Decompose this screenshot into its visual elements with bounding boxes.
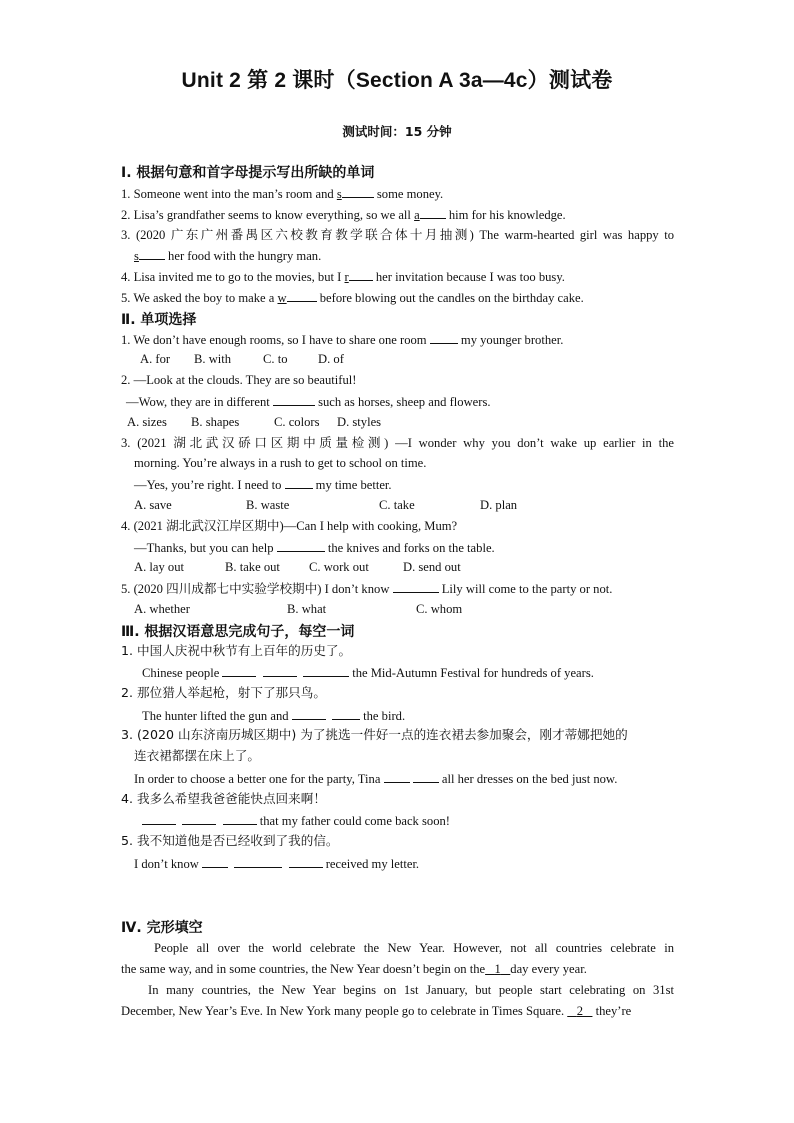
cloze-blank-2[interactable]: 2 xyxy=(576,1004,583,1018)
answer-blank[interactable] xyxy=(413,770,439,783)
option-d[interactable]: D. of xyxy=(318,352,344,366)
s3-question-4-chinese: 4. 我多么希望我爸爸能快点回来啊！ xyxy=(121,791,326,806)
answer-blank[interactable] xyxy=(142,812,176,825)
option-b[interactable]: B. with xyxy=(194,352,232,366)
s2-question-3-reply: —Yes, you’re right. I need to my time better. xyxy=(134,478,392,492)
s1-question-3: 3. (2020 广东广州番禺区六校教育教学联合体十月抽测) The warm-hearted girl was happy to xyxy=(121,228,674,242)
section-4-heading: Ⅳ. 完形填空 xyxy=(121,920,203,936)
option-d[interactable]: D. styles xyxy=(337,415,382,429)
option-b[interactable]: B. waste xyxy=(246,498,290,512)
answer-blank[interactable] xyxy=(182,812,216,825)
answer-blank[interactable] xyxy=(430,331,458,344)
answer-blank[interactable] xyxy=(393,580,439,593)
s3-question-1-chinese: 1. 中国人庆祝中秋节有上百年的历史了。 xyxy=(121,643,352,658)
option-a[interactable]: A. lay out xyxy=(134,560,185,574)
answer-blank[interactable] xyxy=(289,855,323,868)
answer-blank[interactable] xyxy=(277,539,325,552)
s2-question-4-reply: —Thanks, but you can help the knives and forks on the table. xyxy=(134,541,495,555)
s2-question-5: 5. (2020 四川成都七中实验学校期中) I don’t know Lily will come to the party or not. xyxy=(121,582,613,596)
answer-blank[interactable] xyxy=(287,289,317,302)
cloze-line-2: the same way, and in some countries, the New Year doesn’t begin on the 1 day every year. xyxy=(121,962,587,976)
answer-blank[interactable] xyxy=(285,476,313,489)
s2-q3-options xyxy=(134,497,517,513)
option-b[interactable]: B. take out xyxy=(225,560,280,574)
answer-blank[interactable] xyxy=(420,206,446,219)
section-1-heading: Ⅰ. 根据句意和首字母提示写出所缺的单词 xyxy=(121,165,375,181)
answer-blank[interactable] xyxy=(303,664,349,677)
cloze-line-1: People all over the world celebrate the New Year. However, not all countries celebrate in xyxy=(154,941,674,955)
option-c[interactable]: C. colors xyxy=(274,415,320,429)
s3-question-1: Chinese people the Mid-Autumn Festival for hundreds of years. xyxy=(142,666,594,680)
cloze-blank-1[interactable]: 1 xyxy=(494,962,501,976)
answer-blank[interactable] xyxy=(349,268,373,281)
option-a[interactable]: A. for xyxy=(140,352,171,366)
option-a[interactable]: A. save xyxy=(134,498,172,512)
s3-question-2: The hunter lifted the gun and the bird. xyxy=(142,709,406,723)
s3-question-3: In order to choose a better one for the party, Tina all her dresses on the bed just now. xyxy=(134,772,618,786)
s1-question-1: 1. Someone went into the man’s room and s some money. xyxy=(121,187,444,201)
s2-q1-options xyxy=(140,351,344,367)
section-3-heading: Ⅲ. 根据汉语意思完成句子，每空一词 xyxy=(121,624,355,640)
option-c[interactable]: C. whom xyxy=(416,602,463,616)
s3-question-4: that my father could come back soon! xyxy=(142,812,450,829)
s2-q4-options xyxy=(134,559,461,575)
answer-blank[interactable] xyxy=(263,664,297,677)
s2-question-1: 1. We don’t have enough rooms, so I have to share one room my younger brother. xyxy=(121,333,564,347)
s2-question-4: 4. (2021 湖北武汉江岸区期中)—Can I help with cooking, Mum? xyxy=(121,519,458,533)
s2-question-3: 3. (2021 湖北武汉硚口区期中质量检测) —I wonder why you don’t wake up earlier in the xyxy=(121,436,674,450)
s2-q5-options xyxy=(134,601,462,617)
option-c[interactable]: C. work out xyxy=(309,560,369,574)
answer-blank[interactable] xyxy=(292,707,326,720)
answer-blank[interactable] xyxy=(332,707,360,720)
answer-blank[interactable] xyxy=(202,855,228,868)
answer-blank[interactable] xyxy=(273,393,315,406)
s3-question-2-chinese: 2. 那位猎人举起枪，射下了那只鸟。 xyxy=(121,685,326,700)
answer-blank[interactable] xyxy=(223,812,257,825)
option-a[interactable]: A. whether xyxy=(134,602,190,616)
answer-blank[interactable] xyxy=(384,770,410,783)
option-c[interactable]: C. take xyxy=(379,498,415,512)
option-a[interactable]: A. sizes xyxy=(127,415,167,429)
s2-question-3-cont: morning. You’re always in a rush to get to school on time. xyxy=(134,456,427,470)
s1-question-4: 4. Lisa invited me to go to the movies, but I r her invitation because I was too busy. xyxy=(121,270,565,284)
s3-question-3-chinese-cont: 连衣裙都摆在床上了。 xyxy=(134,748,260,763)
page-title: Unit 2 第 2 课时（Section A 3a—4c）测试卷 xyxy=(181,69,613,92)
s1-question-3-cont: s her food with the hungry man. xyxy=(134,249,322,263)
answer-blank[interactable] xyxy=(342,185,374,198)
s1-question-2: 2. Lisa’s grandfather seems to know everything, so we all a him for his knowledge. xyxy=(121,208,566,222)
test-time: 测试时间：15 分钟 xyxy=(342,124,452,139)
hint-letter: s xyxy=(337,187,374,201)
option-d[interactable]: D. send out xyxy=(403,560,461,574)
s2-question-2: 2. —Look at the clouds. They are so beautiful! xyxy=(121,373,357,387)
option-c[interactable]: C. to xyxy=(263,352,288,366)
cloze-line-3: In many countries, the New Year begins on 1st January, but people start celebrating on 31st xyxy=(148,983,674,997)
option-b[interactable]: B. shapes xyxy=(191,415,240,429)
s2-q2-options xyxy=(127,414,381,430)
option-b[interactable]: B. what xyxy=(287,602,327,616)
s2-question-2-reply: —Wow, they are in different such as horses, sheep and flowers. xyxy=(126,395,491,409)
option-d[interactable]: D. plan xyxy=(480,498,518,512)
answer-blank[interactable] xyxy=(234,855,282,868)
s3-question-5-chinese: 5. 我不知道他是否已经收到了我的信。 xyxy=(121,833,339,848)
s3-question-5: I don’t know received my letter. xyxy=(134,857,420,871)
answer-blank[interactable] xyxy=(222,664,256,677)
s3-question-3-chinese: 3. (2020 山东济南历城区期中) 为了挑选一件好一点的连衣裙去参加聚会，刚才蒂娜把她的 xyxy=(121,727,628,742)
answer-blank[interactable] xyxy=(139,247,165,260)
s1-question-5: 5. We asked the boy to make a w before blowing out the candles on the birthday cake. xyxy=(121,291,584,305)
cloze-line-4: December, New Year’s Eve. In New York many people go to celebrate in Times Square. 2 they’re xyxy=(121,1004,632,1018)
section-2-heading: Ⅱ. 单项选择 xyxy=(121,312,197,328)
